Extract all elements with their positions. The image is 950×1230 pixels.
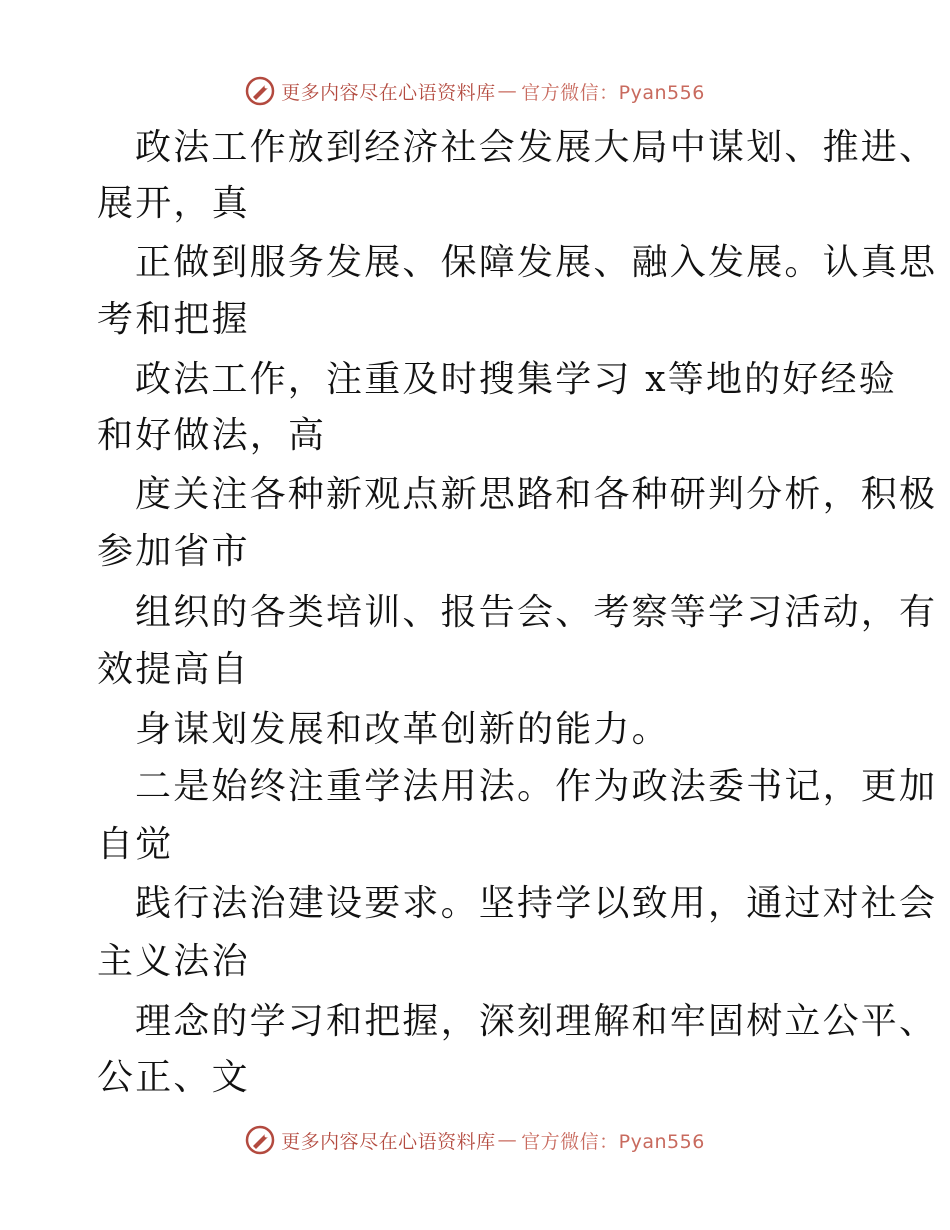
text-line: 主义法治 bbox=[97, 941, 250, 982]
text-line: 自觉 bbox=[97, 824, 174, 865]
logo-icon bbox=[245, 1125, 275, 1155]
text-line: 二是始终注重学法用法。作为政法委书记，更加 bbox=[135, 766, 938, 807]
text-line: 参加省市 bbox=[97, 531, 250, 572]
text-line: 理念的学习和把握，深刻理解和牢固树立公平、 bbox=[135, 1001, 938, 1042]
header-banner bbox=[0, 71, 950, 111]
banner-text: 更多内容尽在心语资料库 bbox=[281, 1130, 496, 1153]
text-line: 考和把握 bbox=[97, 299, 250, 340]
banner-separator: — bbox=[497, 1129, 518, 1151]
banner-text: 更多内容尽在心语资料库 bbox=[281, 81, 496, 104]
text-line: 和好做法，高 bbox=[97, 415, 327, 456]
footer-banner bbox=[0, 1120, 950, 1160]
text-line: 身谋划发展和改革创新的能力。 bbox=[135, 709, 670, 750]
banner-wechat: 官方微信：Pyan556 bbox=[521, 1130, 705, 1153]
banner-wechat: 官方微信：Pyan556 bbox=[521, 81, 705, 104]
banner-separator: — bbox=[497, 80, 518, 102]
text-line: 公正、文 bbox=[97, 1057, 250, 1098]
text-line: 组织的各类培训、报告会、考察等学习活动，有 bbox=[135, 592, 938, 633]
text-line: 政法工作，注重及时搜集学习 x等地的好经验 bbox=[135, 359, 897, 400]
logo-icon bbox=[245, 76, 275, 106]
text-line: 践行法治建设要求。坚持学以致用，通过对社会 bbox=[135, 883, 938, 924]
text-line: 正做到服务发展、保障发展、融入发展。认真思 bbox=[135, 242, 938, 283]
text-line: 政法工作放到经济社会发展大局中谋划、推进、 bbox=[135, 127, 938, 168]
text-line: 度关注各种新观点新思路和各种研判分析，积极 bbox=[135, 474, 938, 515]
text-line: 展开，真 bbox=[97, 183, 250, 224]
text-line: 效提高自 bbox=[97, 649, 250, 690]
